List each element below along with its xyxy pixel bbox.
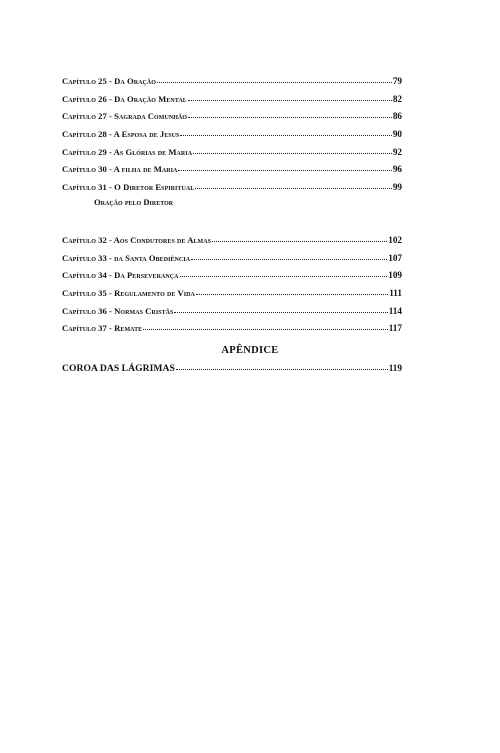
dot-leader xyxy=(157,74,392,84)
dot-leader xyxy=(143,321,388,331)
toc-entry-page: 90 xyxy=(392,129,402,140)
toc-entry-label: Capítulo 29 - As Glórias de Maria xyxy=(62,146,193,157)
toc-entry-page: 117 xyxy=(388,323,402,334)
toc-entry-label: Capítulo 33 - da Santa Obediência xyxy=(62,252,191,263)
dot-leader xyxy=(212,233,387,243)
toc-entry-page: 109 xyxy=(388,270,402,281)
toc-entry[interactable] xyxy=(62,286,402,304)
toc-entry[interactable] xyxy=(62,268,402,286)
toc-entry-label: Capítulo 28 - A Esposa de Jesus xyxy=(62,129,180,140)
dot-leader xyxy=(196,286,388,296)
toc-entry-page: 82 xyxy=(392,93,402,104)
toc-entry-label: Capítulo 30 - A filha de Maria xyxy=(62,164,178,175)
toc-entry[interactable] xyxy=(62,74,402,92)
toc-entry[interactable] xyxy=(62,145,402,163)
toc-entry-page: 99 xyxy=(392,182,402,193)
toc-entry-label: Capítulo 37 - Remate xyxy=(62,323,143,334)
dot-leader xyxy=(178,162,391,172)
toc-entry-label: COROA DAS LÁGRIMAS xyxy=(62,363,175,374)
toc-entry-page: 119 xyxy=(388,363,402,373)
dot-leader xyxy=(195,180,392,190)
toc-entry[interactable] xyxy=(62,321,402,339)
toc-entry-page: 79 xyxy=(392,76,402,86)
toc-group-1 xyxy=(62,74,402,198)
toc-entry-label: Capítulo 34 - Da Perseverança xyxy=(62,270,179,281)
toc-entry[interactable] xyxy=(62,180,402,198)
toc-group-2 xyxy=(62,233,402,339)
dot-leader xyxy=(193,145,392,155)
toc-entry-page: 107 xyxy=(388,252,402,263)
toc-entry[interactable] xyxy=(62,251,402,269)
toc-entry-label: Capítulo 26 - Da Oração Mental xyxy=(62,93,187,104)
toc-entry[interactable] xyxy=(62,162,402,180)
dot-leader xyxy=(188,109,392,119)
toc-entry-page: 86 xyxy=(392,111,402,122)
toc-entry-page: 114 xyxy=(388,305,402,316)
dot-leader xyxy=(191,251,387,261)
toc-entry-label: Capítulo 35 - Regulamento de Vida xyxy=(62,288,195,299)
toc-entry-label: Capítulo 36 - Normas Cristãs xyxy=(62,305,174,316)
dot-leader xyxy=(174,304,387,314)
toc-entry-label: Capítulo 25 - Da Oração xyxy=(62,76,156,86)
toc-entry-page: 102 xyxy=(388,235,402,245)
appendix-heading: APÊNDICE xyxy=(221,345,279,356)
toc-subheading: Oração pelo Diretor xyxy=(94,197,174,207)
dot-leader xyxy=(180,268,388,278)
toc-entry[interactable] xyxy=(62,304,402,322)
dot-leader xyxy=(188,92,392,102)
dot-leader xyxy=(176,361,388,371)
toc-entry-label: Capítulo 31 - O Diretor Espiritual xyxy=(62,182,195,193)
toc-entry[interactable] xyxy=(62,361,402,379)
toc-entry-page: 92 xyxy=(392,146,402,157)
toc-entry[interactable] xyxy=(62,127,402,145)
toc-entry-page: 96 xyxy=(392,164,402,175)
toc-entry[interactable] xyxy=(62,92,402,110)
toc-entry-label: Capítulo 27 - Sagrada Comunhão xyxy=(62,111,188,122)
toc-entry-label: Capítulo 32 - Aos Condutores de Almas xyxy=(62,235,211,245)
appendix-entry-container xyxy=(62,361,402,379)
toc-entry-page: 111 xyxy=(389,288,402,299)
dot-leader xyxy=(180,127,391,137)
toc-entry[interactable] xyxy=(62,233,402,251)
toc-entry[interactable] xyxy=(62,109,402,127)
